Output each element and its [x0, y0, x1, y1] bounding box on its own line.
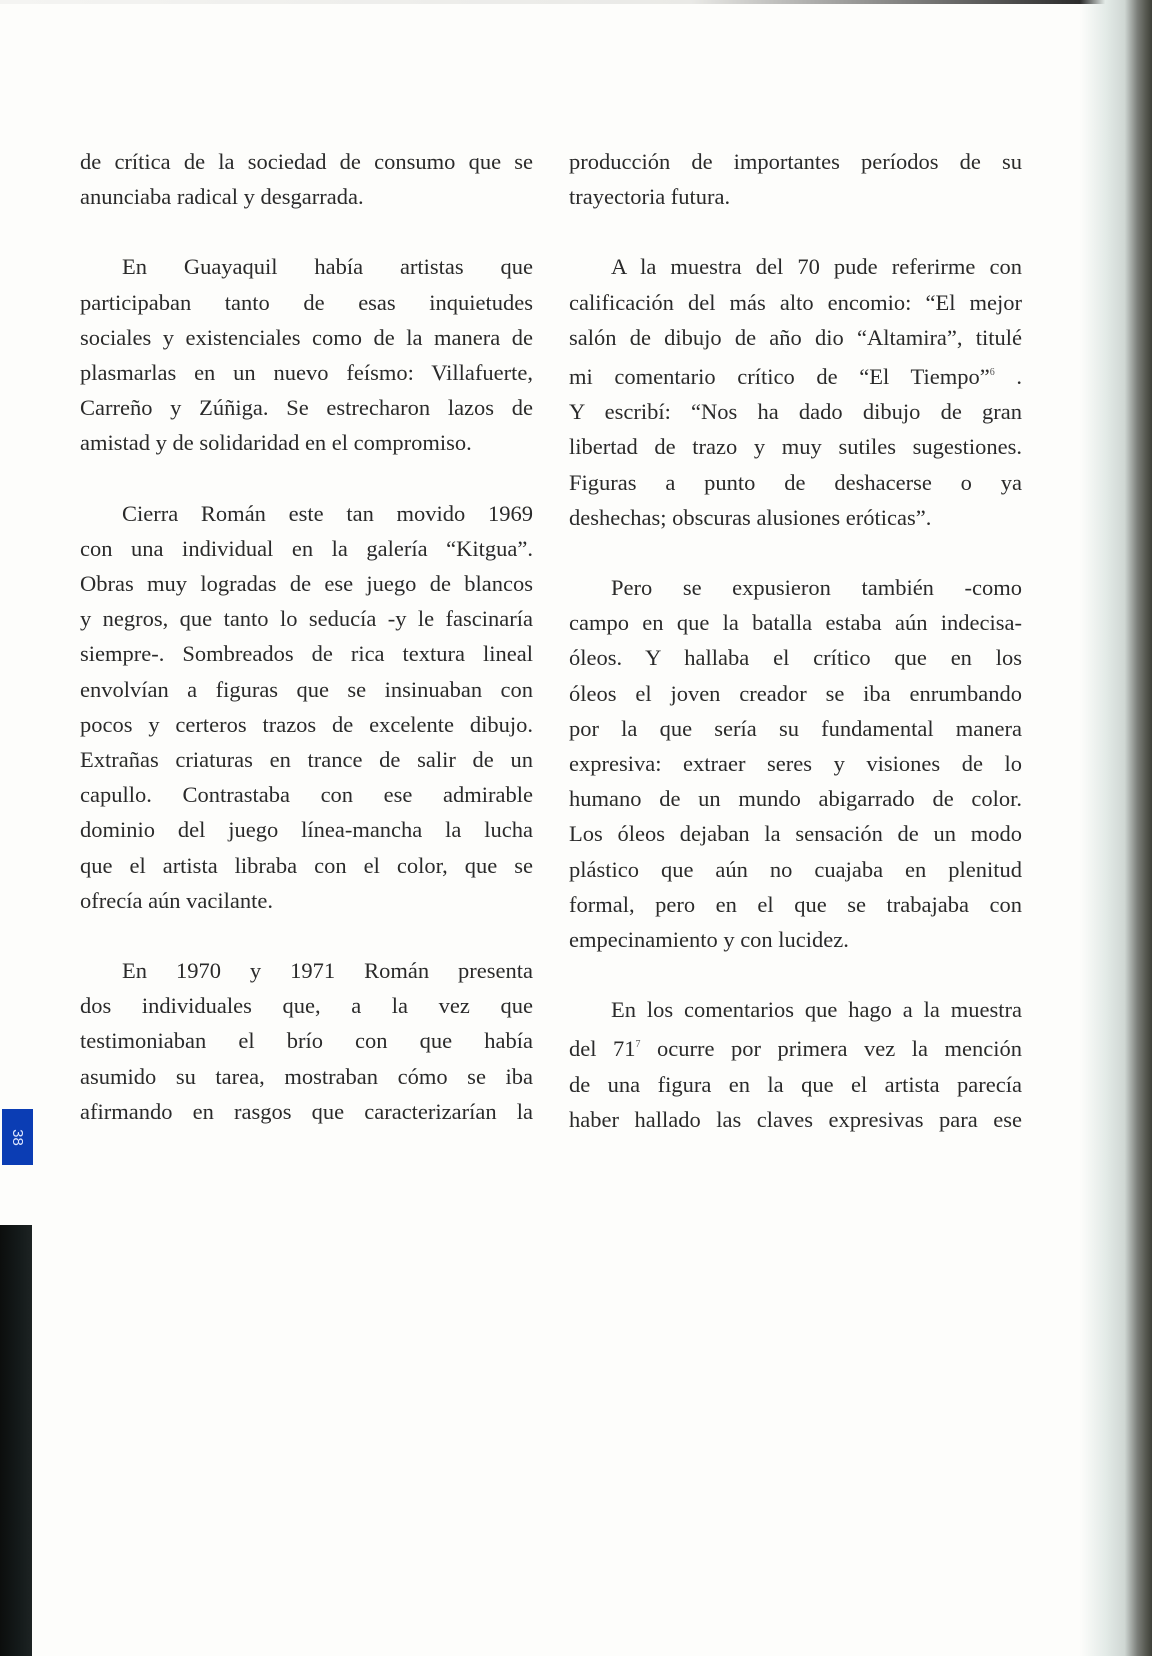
text-line: Obras muy logradas de ese juego de blancos — [80, 571, 533, 597]
paragraph — [569, 249, 1022, 535]
right-column — [569, 144, 1022, 1172]
text-line: deshechas; obscuras alusiones eróticas”. — [569, 504, 932, 530]
text-line: empecinamiento y con lucidez. — [569, 927, 849, 953]
text-line — [569, 355, 1022, 394]
text-line: En los comentarios que hago a la muestra — [611, 997, 1022, 1023]
paragraph — [80, 953, 533, 1129]
text-line: ofrecía aún vacilante. — [80, 887, 274, 913]
text-line: que el artista libraba con el color, que se — [80, 852, 533, 878]
text-fragment: del 71 — [569, 1036, 636, 1062]
text-line: pocos y certeros trazos de excelente dibujo. — [80, 711, 533, 737]
text-line: por la que sería su fundamental manera — [569, 715, 1022, 741]
text-line: capullo. Contrastaba con ese admirable — [80, 782, 533, 808]
text-line: anunciaba radical y desgarrada. — [80, 184, 364, 210]
scan-edge-strip — [0, 1225, 32, 1656]
text-line: dominio del juego línea-mancha la lucha — [80, 817, 533, 843]
text-line: Carreño y Zúñiga. Se estrecharon lazos de — [80, 395, 533, 421]
text-line: amistad y de solidaridad en el compromiso. — [80, 430, 472, 456]
text-line: calificación del más alto encomio: “El mejor — [569, 289, 1022, 315]
text-line: envolvían a figuras que se insinuaban con — [80, 676, 533, 702]
text-line: formal, pero en el que se trabajaba con — [569, 891, 1022, 917]
text-line: expresiva: extraer seres y visiones de lo — [569, 751, 1022, 777]
paragraph — [569, 570, 1022, 957]
text-line: plástico que aún no cuajaba en plenitud — [569, 856, 1022, 882]
paragraph — [80, 144, 533, 214]
text-line: Los óleos dejaban la sensación de un modo — [569, 821, 1022, 847]
text-line: sociales y existenciales como de la manera de — [80, 324, 533, 350]
page-top-edge — [0, 0, 1152, 4]
text-line: participaban tanto de esas inquietudes — [80, 289, 533, 315]
text-line — [569, 1027, 1022, 1066]
text-line: testimoniaban el brío con que había — [80, 1028, 533, 1054]
text-line: plasmarlas en un nuevo feísmo: Villafuerte, — [80, 360, 533, 386]
paragraph — [569, 992, 1022, 1137]
text-line: de crítica de la sociedad de consumo que se — [80, 149, 533, 174]
text-line: libertad de trazo y muy sutiles sugestiones. — [569, 434, 1022, 460]
text-line: Pero se expusieron también -como — [611, 575, 1022, 601]
text-line: haber hallado las claves expresivas para ese — [569, 1106, 1022, 1132]
text-line: salón de dibujo de año dio “Altamira”, titulé — [569, 324, 1022, 350]
text-line: humano de un mundo abigarrado de color. — [569, 786, 1022, 812]
text-line: campo en que la batalla estaba aún indecisa- — [569, 610, 1022, 636]
footnote-marker: 6 — [989, 367, 995, 379]
text-line: En 1970 y 1971 Román presenta — [122, 958, 533, 984]
text-line: con una individual en la galería “Kitgua”. — [80, 535, 533, 561]
text-line: En Guayaquil había artistas que — [122, 254, 533, 280]
text-line: óleos. Y hallaba el crítico que en los — [569, 645, 1022, 671]
text-fragment: mi comentario crítico de “El Tiempo” — [569, 364, 990, 390]
text-line: de una figura en la que el artista parecía — [569, 1071, 1022, 1097]
text-line: afirmando en rasgos que caracterizarían la — [80, 1098, 533, 1124]
footnote-marker: 7 — [635, 1039, 641, 1051]
text-line: óleos el joven creador se iba enrumbando — [569, 680, 1022, 706]
text-line: asumido su tarea, mostraban cómo se iba — [80, 1063, 533, 1089]
page-number: 38 — [9, 1128, 26, 1146]
text-fragment: ocurre por primera vez la mención — [640, 1036, 1022, 1062]
text-line: Extrañas criaturas en trance de salir de un — [80, 747, 533, 773]
text-line: Cierra Román este tan movido 1969 — [122, 500, 533, 526]
text-line: Figuras a punto de deshacerse o ya — [569, 469, 1022, 495]
text-line: siempre-. Sombreados de rica textura lineal — [80, 641, 533, 667]
text-line: dos individuales que, a la vez que — [80, 993, 533, 1019]
paragraph — [80, 249, 533, 460]
page-number-tab — [2, 1109, 33, 1165]
text-line: producción de importantes períodos de su — [569, 149, 1022, 174]
text-line: Y escribí: “Nos ha dado dibujo de gran — [569, 399, 1022, 425]
page-gutter-shadow — [1080, 0, 1152, 1656]
left-column — [80, 144, 533, 1164]
paragraph — [569, 144, 1022, 214]
text-line: y negros, que tanto lo seducía -y le fascinaría — [80, 606, 533, 632]
text-line: trayectoria futura. — [569, 184, 731, 210]
text-line: A la muestra del 70 pude referirme con — [611, 254, 1022, 280]
text-fragment: . — [994, 364, 1023, 390]
paragraph — [80, 496, 533, 918]
